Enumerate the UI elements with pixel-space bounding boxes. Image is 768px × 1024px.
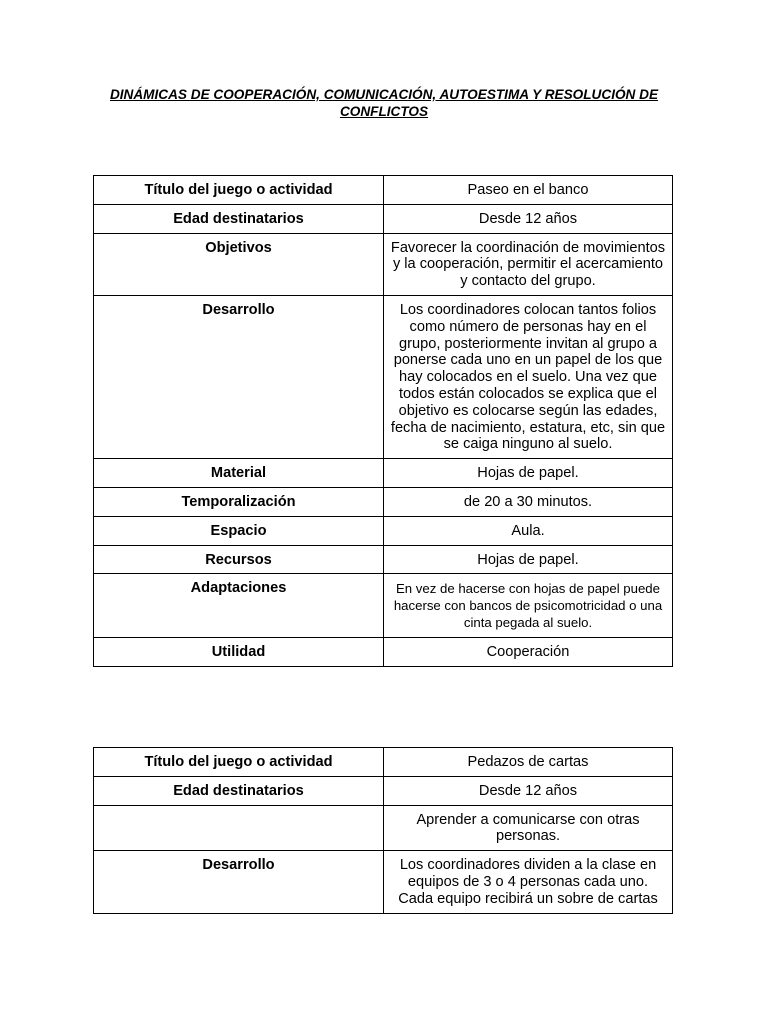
- row-label-desarrollo: Desarrollo: [94, 851, 384, 913]
- row-label-titulo: Título del juego o actividad: [94, 748, 384, 777]
- row-value-objetivos: Aprender a comunicarse con otras personas.: [384, 805, 673, 851]
- row-label-titulo: Título del juego o actividad: [94, 176, 384, 205]
- table-row: [94, 233, 673, 295]
- activity-table-paseo-en-el-banco: [93, 175, 673, 667]
- row-value-recursos: Hojas de papel.: [384, 545, 673, 574]
- table-row: [94, 176, 673, 205]
- table-row: [94, 851, 673, 913]
- row-label-adaptaciones: Adaptaciones: [94, 574, 384, 637]
- row-label-material: Material: [94, 459, 384, 488]
- row-value-objetivos: Favorecer la coordinación de movimientos y la cooperación, permitir el acercamiento y contacto del grupo.: [384, 233, 673, 295]
- table-row: [94, 637, 673, 666]
- row-value-desarrollo: Los coordinadores dividen a la clase en equipos de 3 o 4 personas cada uno. Cada equipo recibirá un sobre de cartas: [384, 851, 673, 913]
- table-row: [94, 545, 673, 574]
- activity-table-pedazos-de-cartas: [93, 747, 673, 914]
- table-row: [94, 295, 673, 458]
- row-value-titulo: Pedazos de cartas: [384, 748, 673, 777]
- row-label-objetivos-empty: [94, 805, 384, 851]
- row-value-edad: Desde 12 años: [384, 204, 673, 233]
- row-value-material: Hojas de papel.: [384, 459, 673, 488]
- row-value-titulo: Paseo en el banco: [384, 176, 673, 205]
- row-value-utilidad: Cooperación: [384, 637, 673, 666]
- row-label-desarrollo: Desarrollo: [94, 295, 384, 458]
- row-value-desarrollo: Los coordinadores colocan tantos folios como número de personas hay en el grupo, posteriormente invitan al grupo a ponerse cada uno en un papel de los que hay colocados en el suelo. Una vez que todos están colocados se explica que el objetivo es colocarse según las edades, fecha de nacimiento, estatura, etc, sin que se caiga ninguno al suelo.: [384, 295, 673, 458]
- table-row: [94, 748, 673, 777]
- row-label-edad: Edad destinatarios: [94, 204, 384, 233]
- table-row: [94, 776, 673, 805]
- row-value-edad: Desde 12 años: [384, 776, 673, 805]
- row-label-recursos: Recursos: [94, 545, 384, 574]
- row-label-utilidad: Utilidad: [94, 637, 384, 666]
- row-label-temporalizacion: Temporalización: [94, 487, 384, 516]
- table-row: [94, 805, 673, 851]
- table-row: [94, 204, 673, 233]
- row-value-temporalizacion: de 20 a 30 minutos.: [384, 487, 673, 516]
- table-row: [94, 487, 673, 516]
- table-row: [94, 516, 673, 545]
- document-title: DINÁMICAS DE COOPERACIÓN, COMUNICACIÓN, AUTOESTIMA Y RESOLUCIÓN DE CONFLICTOS: [109, 87, 659, 119]
- row-label-espacio: Espacio: [94, 516, 384, 545]
- row-label-edad: Edad destinatarios: [94, 776, 384, 805]
- table-row: [94, 459, 673, 488]
- row-label-objetivos: Objetivos: [94, 233, 384, 295]
- row-value-adaptaciones: En vez de hacerse con hojas de papel puede hacerse con bancos de psicomotricidad o una cinta pegada al suelo.: [384, 574, 673, 637]
- row-value-espacio: Aula.: [384, 516, 673, 545]
- table-row: [94, 574, 673, 637]
